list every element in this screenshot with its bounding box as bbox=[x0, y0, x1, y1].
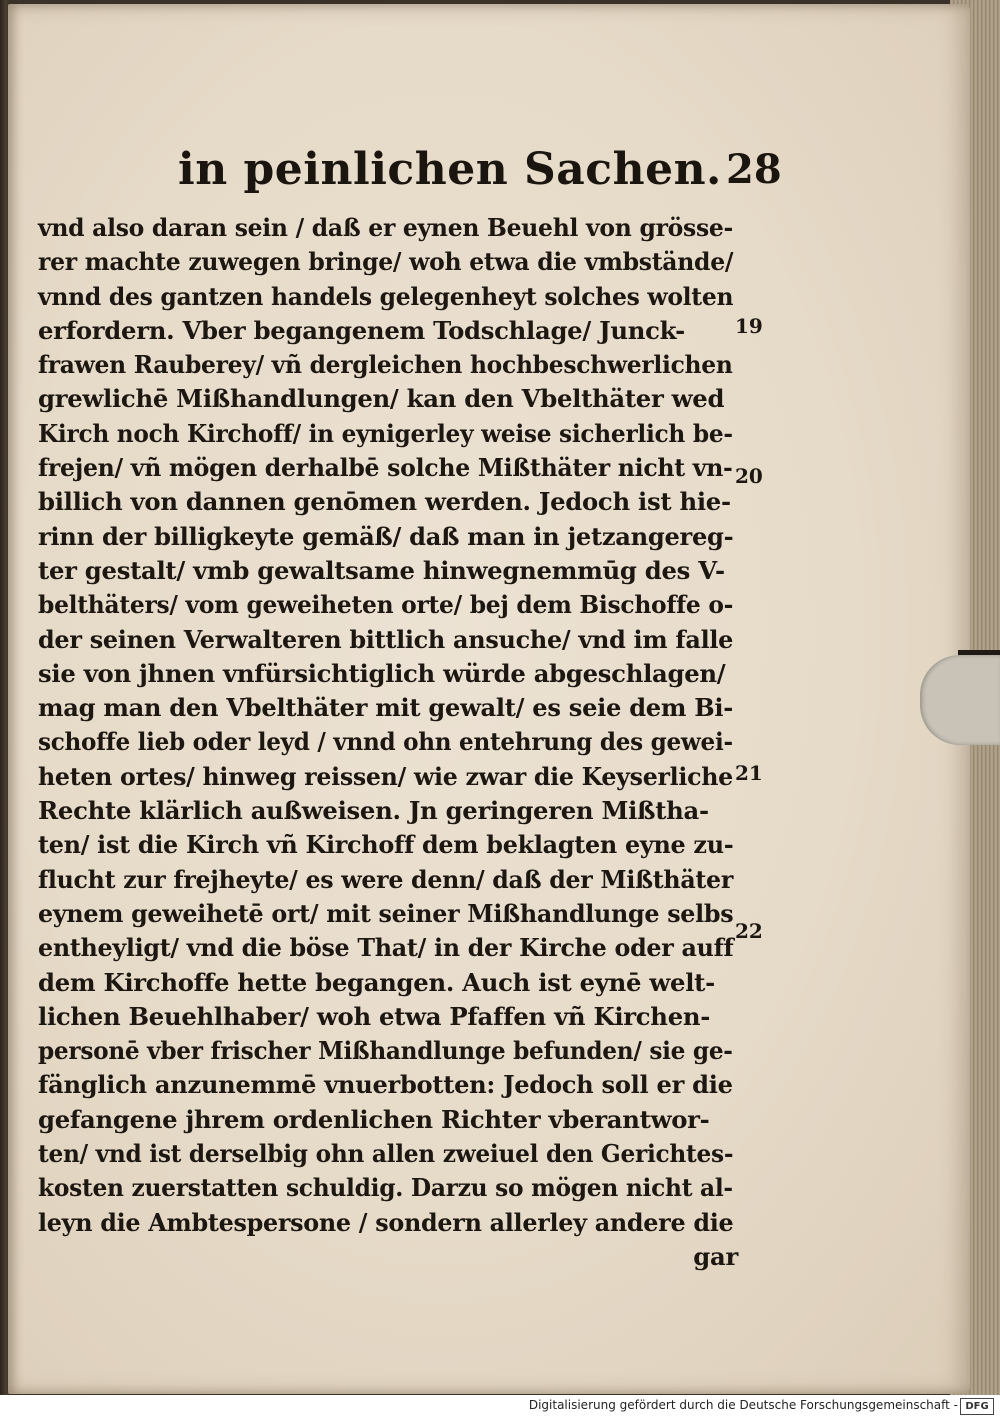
text-line: billich von dannen genōmen werden. Jedoch ist hie- bbox=[38, 487, 731, 517]
text-line: Rechte klärlich außweisen. Jn geringeren Mißtha- bbox=[38, 796, 709, 826]
text-line: gefangene jhrem ordenlichen Richter vberantwor- bbox=[38, 1104, 710, 1134]
text-line: vnnd des gantzen handels gelegenheyt solches wolten bbox=[38, 281, 734, 311]
text-line: schoffe lieb oder leyd / vnnd ohn entehrung des gewei- bbox=[38, 727, 733, 757]
text-line: frawen Rauberey/ vñ dergleichen hochbeschwerlichen bbox=[38, 350, 733, 380]
page-number: 28 bbox=[726, 146, 782, 193]
text-line: kosten zuerstatten schuldig. Darzu so mögen nicht al- bbox=[38, 1173, 733, 1203]
catchword: gar bbox=[693, 1241, 738, 1271]
text-line: flucht zur frejheyte/ es were denn/ daß der Mißthäter bbox=[38, 864, 734, 894]
text-line: heten ortes/ hinweg reissen/ wie zwar die Keyserliche bbox=[38, 761, 733, 791]
text-line: erfordern. Vber begangenem Todschlage/ Junck- bbox=[38, 315, 685, 345]
marginal-number: 21 bbox=[735, 761, 763, 785]
footer-credit: Digitalisierung gefördert durch die Deutsche Forschungsgemeinschaft - bbox=[528, 1398, 958, 1412]
text-line: eynem geweihetē ort/ mit seiner Mißhandlunge selbs bbox=[38, 898, 734, 928]
text-line: fänglich anzunemmē vnuerbotten: Jedoch soll er die bbox=[38, 1070, 733, 1100]
text-line: grewlichē Mißhandlungen/ kan den Vbelthäter wed bbox=[38, 384, 725, 414]
page-header bbox=[8, 144, 970, 204]
text-line: mag man den Vbelthäter mit gewalt/ es seie dem Bi- bbox=[38, 693, 733, 723]
text-line: ten/ ist die Kirch vñ Kirchoff dem beklagten eyne zu- bbox=[38, 830, 734, 860]
text-line: rinn der billigkeyte gemäß/ daß man in jetzangereg- bbox=[38, 521, 734, 551]
text-line: ten/ vnd ist derselbig ohn allen zweiuel den Gerichtes- bbox=[38, 1139, 734, 1169]
text-line: rer machte zuwegen bringe/ woh etwa die vmbstände/ bbox=[38, 247, 734, 277]
marginal-number: 19 bbox=[735, 314, 763, 338]
page-clip bbox=[920, 655, 1000, 745]
marginal-number: 22 bbox=[735, 919, 763, 943]
footer-bar bbox=[0, 1395, 1000, 1417]
text-line: ter gestalt/ vmb gewaltsame hinwegnemmūg des V- bbox=[38, 555, 725, 585]
text-line: dem Kirchoffe hette begangen. Auch ist eynē welt- bbox=[38, 967, 715, 997]
text-block bbox=[38, 211, 738, 1274]
text-line: frejen/ vñ mögen derhalbē solche Mißthäter nicht vn- bbox=[38, 453, 733, 483]
text-line: sie von jhnen vnfürsichtiglich würde abgeschlagen/ bbox=[38, 658, 726, 688]
text-line: personē vber frischer Mißhandlunge befunden/ sie ge- bbox=[38, 1036, 733, 1066]
text-line: leyn die Ambtespersone / sondern allerley andere die bbox=[38, 1207, 734, 1237]
dfg-logo: DFG bbox=[960, 1398, 994, 1415]
marginal-number: 20 bbox=[735, 464, 763, 488]
text-line: Kirch noch Kirchoff/ in eynigerley weise sicherlich be- bbox=[38, 418, 733, 448]
text-line: vnd also daran sein / daß er eynen Beuehl von grösse- bbox=[38, 213, 734, 242]
running-title: in peinlichen Sachen. bbox=[178, 144, 722, 195]
text-line: der seinen Verwalteren bittlich ansuche/ vnd im falle bbox=[38, 624, 734, 654]
text-line: belthäters/ vom geweiheten orte/ bej dem Bischoffe o- bbox=[38, 590, 734, 620]
book-page bbox=[8, 4, 970, 1394]
text-line: lichen Beuehlhaber/ woh etwa Pfaffen vñ Kirchen- bbox=[38, 1001, 711, 1031]
text-line: entheyligt/ vnd die böse That/ in der Kirche oder auff bbox=[38, 933, 734, 963]
